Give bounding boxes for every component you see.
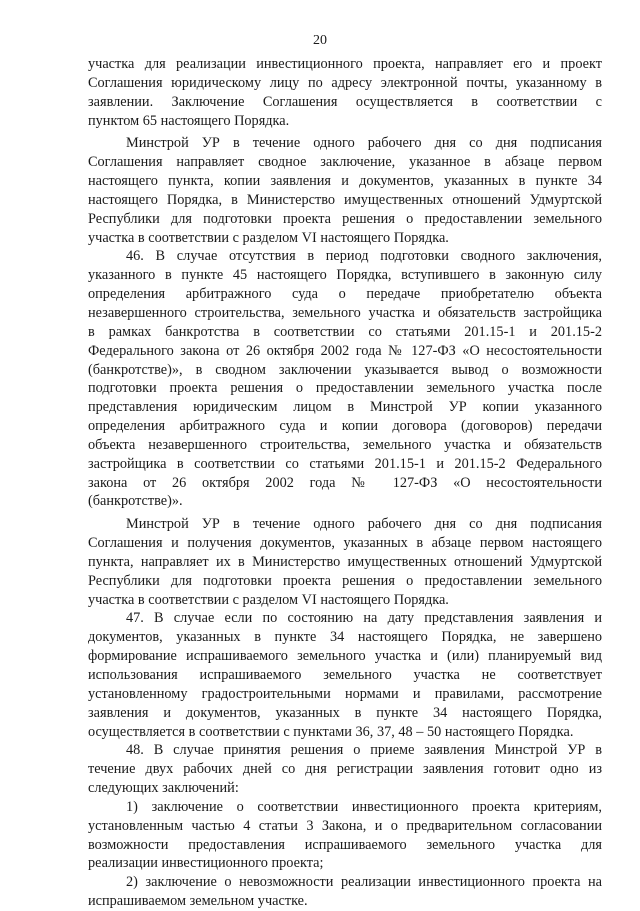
text-line: объекта незавершенного строительства, земельного участка и обязательств: [88, 436, 602, 453]
text-line: установленным частью 4 статьи 3 Закона, и о предварительном согласовании: [88, 817, 602, 834]
document-body: [88, 55, 602, 911]
paragraph: [88, 798, 602, 873]
text-line: (банкротстве)», в сводном заключении указывается вывод о возможности: [88, 361, 602, 378]
text-line: в рамках банкротства в соответствии со статьями 201.15-1 и 201.15-2: [88, 323, 602, 340]
text-line: настоящего Порядка, в Министерство имущественных отношений Удмуртской: [88, 191, 602, 208]
text-line: незавершенного строительства, земельного участка и обязательств застройщика: [88, 304, 602, 321]
text-line: определения арбитражного суда о передаче приобретателю объекта: [88, 286, 602, 303]
text-line: реализации инвестиционного проекта;: [88, 855, 324, 872]
paragraph: [88, 247, 602, 511]
text-line: 2) заключение о невозможности реализации инвестиционного проекта на: [126, 874, 602, 891]
text-line: Соглашения юридическому лицу по адресу электронной почты, указанному в: [88, 74, 602, 91]
text-line: Республики для подготовки проекта решения о предоставлении земельного: [88, 210, 602, 227]
text-line: настоящего пункта, копии заявления и документов, указанных в пункте 34: [88, 173, 602, 190]
text-line: Республики для подготовки проекта решения о предоставлении земельного: [88, 572, 602, 589]
text-line: испрашиваемом земельном участке.: [88, 893, 308, 910]
text-line: указанного в пункте 45 настоящего Порядка, вступившего в законную силу: [88, 267, 602, 284]
text-line: возможности предоставления испрашиваемого земельного участка для: [88, 836, 602, 853]
text-line: использования испрашиваемого земельного участка не соответствует: [88, 667, 602, 683]
text-line: документов, указанных в пункте 34 настоящего Порядка, не завершено: [88, 629, 602, 646]
text-line: 47. В случае если по состоянию на дату представления заявления и: [126, 610, 602, 627]
text-line: 46. В случае отсутствия в период подготовки сводного заключения,: [126, 248, 602, 265]
text-line: формирование испрашиваемого земельного участка и (или) планируемый вид: [88, 648, 602, 665]
paragraph: [88, 515, 602, 609]
text-line: подготовки проекта решения о предоставлении земельного участка после: [88, 380, 602, 397]
text-line: участка в соответствии с разделом VI настоящего Порядка.: [88, 229, 449, 246]
paragraph: [88, 873, 602, 911]
text-line: Соглашения направляет сводное заключение, указанное в абзаце первом: [88, 154, 602, 171]
text-line: течение двух рабочих дней со дня регистрации заявления готовит одно из: [88, 761, 602, 778]
text-line: представления юридическим лицом в Минстрой УР копии указанного: [88, 399, 602, 416]
text-line: пунктом 65 настоящего Порядка.: [88, 112, 290, 129]
text-line: установленному градостроительными нормами и правилами, рассмотрение: [88, 685, 602, 702]
text-line: участка для реализации инвестиционного проекта, направляет его и проект: [88, 56, 602, 72]
text-line: 48. В случае принятия решения о приеме заявления Минстрой УР в: [126, 742, 602, 759]
text-line: определения арбитражного суда и копии договора (договоров) передачи: [88, 418, 602, 435]
text-line: заявлении. Заключение Соглашения осуществляется в соответствии с: [88, 93, 602, 110]
text-line: Федерального закона от 26 октября 2002 года № 127-ФЗ «О несостоятельности: [88, 342, 602, 359]
paragraph: [88, 741, 602, 798]
text-line: Соглашения и получения документов, указанных в абзаце первом настоящего: [88, 535, 602, 552]
text-line: участка в соответствии с разделом VI настоящего Порядка.: [88, 591, 449, 608]
text-line: осуществляется в соответствии с пунктами 36, 37, 48 – 50 настоящего Порядка.: [88, 723, 574, 740]
text-line: Минстрой УР в течение одного рабочего дня со дня подписания: [126, 516, 602, 533]
text-line: заявления и документов, указанных в пункте 34 настоящего Порядка,: [88, 704, 602, 721]
text-line: закона от 26 октября 2002 года № 127-ФЗ «О несостоятельности: [88, 474, 602, 491]
text-line: (банкротстве)».: [88, 493, 183, 510]
text-line: пункта, направляет их в Министерство имущественных отношений Удмуртской: [88, 553, 602, 570]
paragraph: [88, 609, 602, 741]
text-line: 1) заключение о соответствии инвестиционного проекта критериям,: [126, 798, 602, 815]
paragraph: [88, 55, 602, 130]
page-number: 20: [313, 33, 327, 48]
paragraph: [88, 134, 602, 247]
text-line: следующих заключений:: [88, 780, 239, 797]
text-line: Минстрой УР в течение одного рабочего дня со дня подписания: [126, 135, 602, 152]
text-line: застройщика в соответствии со статьями 201.15-1 и 201.15-2 Федерального: [88, 455, 602, 472]
